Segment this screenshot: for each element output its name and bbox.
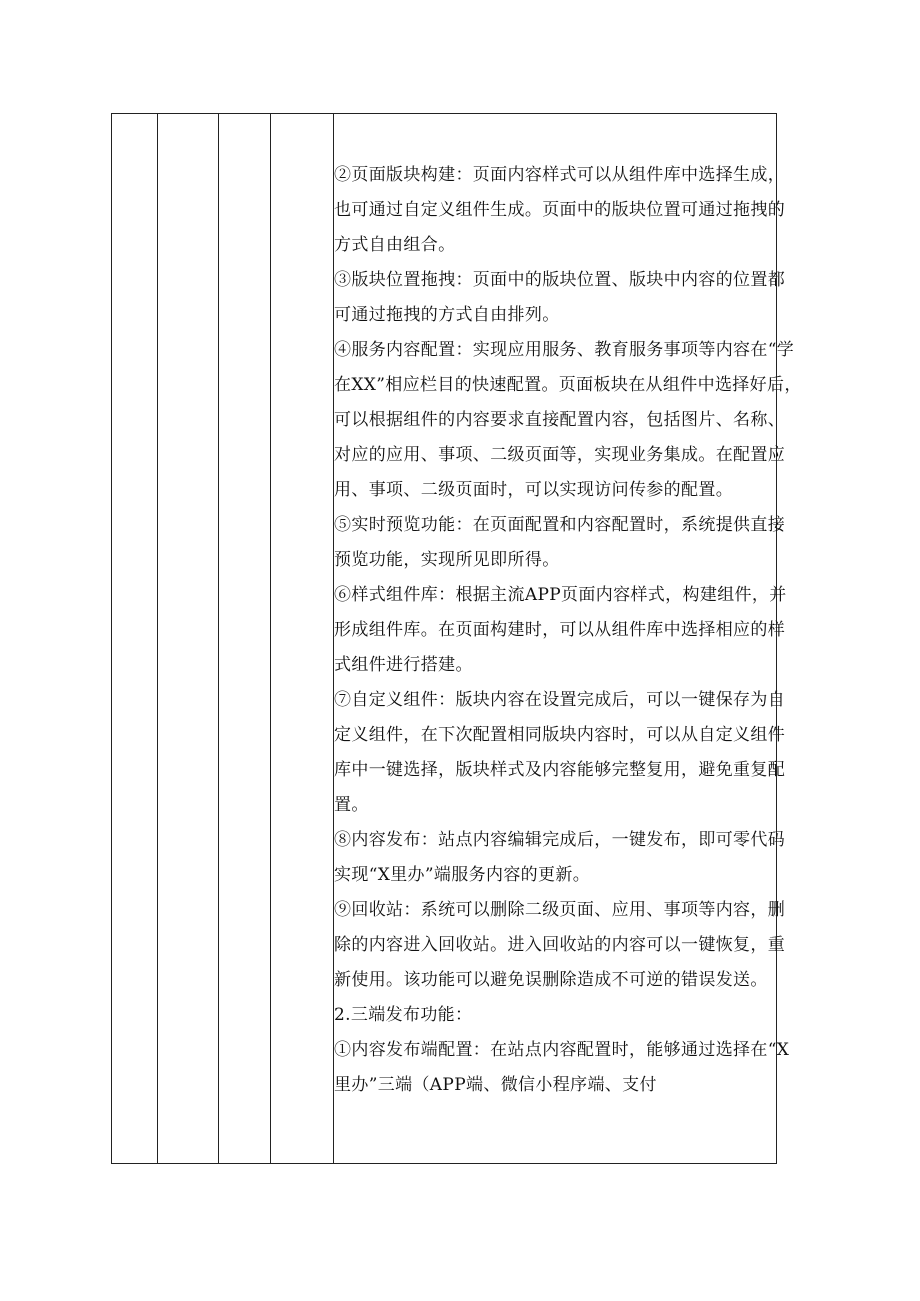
text-line: ⑨回收站：系统可以删除二级页面、应用、事项等内容，删: [334, 900, 786, 920]
text-line: ①内容发布端配置：在站点内容配置时，能够通过选择在“X: [334, 1040, 790, 1060]
text-line: 库中一键选择，版块样式及内容能够完整复用，避免重复配: [334, 760, 786, 780]
text-line: ⑧内容发布：站点内容编辑完成后，一键发布，即可零代码: [334, 830, 786, 850]
document-table: [111, 113, 802, 1164]
text-line: 式组件进行搭建。: [334, 655, 473, 675]
section-heading: 2.三端发布功能：: [334, 1005, 473, 1025]
table-column-divider: [270, 114, 271, 1163]
table-content-cell: [334, 158, 802, 1158]
text-line: 定义组件，在下次配置相同版块内容时，可以从自定义组件: [334, 725, 786, 745]
table-column-divider: [157, 114, 158, 1163]
text-line: 置。: [334, 795, 369, 815]
text-line: 也可通过自定义组件生成。页面中的版块位置可通过拖拽的: [334, 200, 786, 220]
text-line: ③版块位置拖拽：页面中的版块位置、版块中内容的位置都: [334, 270, 786, 290]
text-line: 预览功能，实现所见即所得。: [334, 550, 560, 570]
text-line: ②页面版块构建：页面内容样式可以从组件库中选择生成，: [334, 165, 786, 185]
text-line: 形成组件库。在页面构建时，可以从组件库中选择相应的样: [334, 620, 786, 640]
table-column-divider: [218, 114, 219, 1163]
text-line: 在XX”相应栏目的快速配置。页面板块在从组件中选择好后，: [334, 375, 802, 395]
text-line: 方式自由组合。: [334, 235, 456, 255]
text-line: 可以根据组件的内容要求直接配置内容，包括图片、名称、: [334, 410, 786, 430]
text-line: ⑤实时预览功能：在页面配置和内容配置时，系统提供直接: [334, 515, 786, 535]
text-line: 对应的应用、事项、二级页面等，实现业务集成。在配置应: [334, 445, 786, 465]
text-line: 实现“X里办”端服务内容的更新。: [334, 865, 591, 885]
text-line: ⑥样式组件库：根据主流APP页面内容样式，构建组件，并: [334, 585, 787, 605]
text-line: 新使用。该功能可以避免误删除造成不可逆的错误发送。: [334, 970, 768, 990]
text-line: ⑦自定义组件：版块内容在设置完成后，可以一键保存为自: [334, 690, 786, 710]
text-line: 里办”三端（APP端、微信小程序端、支付: [334, 1075, 657, 1095]
text-line: 除的内容进入回收站。进入回收站的内容可以一键恢复，重: [334, 935, 786, 955]
text-line: 可通过拖拽的方式自由排列。: [334, 305, 560, 325]
text-line: 用、事项、二级页面时，可以实现访问传参的配置。: [334, 480, 734, 500]
text-line: ④服务内容配置：实现应用服务、教育服务事项等内容在“学: [334, 340, 795, 360]
